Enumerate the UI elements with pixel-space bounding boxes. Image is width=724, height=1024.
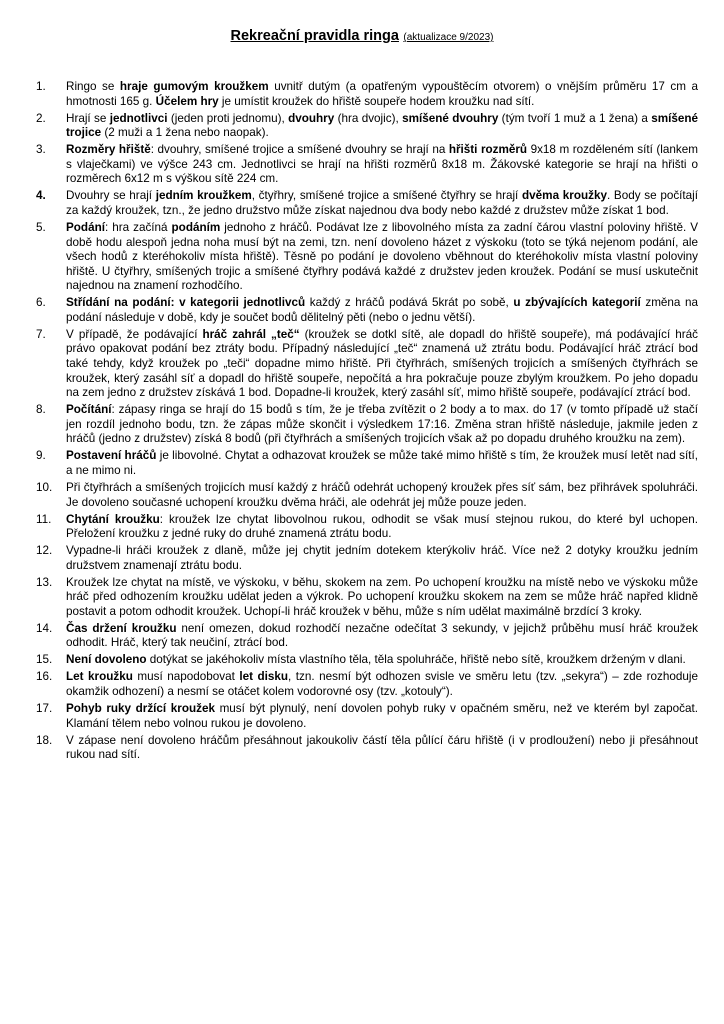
rule-text-bold: jednotlivci xyxy=(109,111,168,125)
rule-text-bold: Není dovoleno xyxy=(66,653,147,667)
rule-item xyxy=(36,112,698,141)
rule-text-bold: Rozměry hřiště xyxy=(66,143,151,157)
rule-text-segment: je libovolné. Chytat a odhazovat kroužek se může také mimo hřiště s tím, že kroužek musí letět nad sítí, a ne mimo ni. xyxy=(66,449,698,477)
rule-number: 8. xyxy=(36,403,46,417)
rule-text-bold: dvouhry xyxy=(288,111,335,125)
rule-text xyxy=(66,80,698,109)
rule-text-bold: Střídání na podání: v kategorii jednotlivců xyxy=(66,296,306,310)
rule-item xyxy=(36,189,698,218)
rule-text-bold: smíšené trojice xyxy=(66,111,699,140)
rule-item xyxy=(36,221,698,294)
rule-item xyxy=(36,143,698,187)
rule-text-bold: hřišti rozměrů xyxy=(448,143,528,157)
rule-text-segment: , čtyřhry, smíšené trojice a smíšené čtyřhry se hrají xyxy=(251,189,523,203)
rule-text-segment: . Body se počítají za každý kroužek, tzn., že jedno družstvo může získat najednou dva body nebo každé z družstev může získat 1 bod. xyxy=(66,189,699,217)
rule-text-segment: Hrají se xyxy=(66,111,110,125)
rule-number: 11. xyxy=(36,512,52,526)
rule-item xyxy=(36,80,698,109)
rule-number: 12. xyxy=(36,544,53,558)
rule-number: 9. xyxy=(36,449,46,463)
rule-item xyxy=(36,296,698,325)
rule-text-bold: u zbývajících kategorií xyxy=(513,296,641,310)
rule-item xyxy=(36,513,698,542)
rule-number: 1. xyxy=(36,80,46,93)
rule-text-segment: (tým tvoří 1 muž a 1 žena) a xyxy=(498,111,652,125)
rule-text-bold: jedním kroužkem xyxy=(155,189,252,203)
rule-item xyxy=(36,734,698,763)
rule-text-segment: (hra dvojic), xyxy=(334,111,403,125)
rule-number: 13. xyxy=(36,575,53,589)
rule-item xyxy=(36,653,698,668)
title-block xyxy=(0,27,724,45)
rule-text-bold: hráč zahrál „teč“ xyxy=(202,327,300,341)
rule-text-segment: musí napodobovat xyxy=(132,670,240,684)
rule-text-segment: jednoho z hráčů. Podávat lze z libovolného místa za zadní čárou vlastní poloviny hřiště. V době hodu alespoň jedna noha musí být na zemi, tzn. není dovoleno házet z výskoku (toto se týká nejenom podání, ale všech hodů z kteréhokoliv místa hřiště). Těsně po podání je dovoleno vběhnout do kteréhokoliv místa vlastní poloviny hřiště. U čtyřhry, smíšených trojic a smíšené čtyřhry podává každé z družstev jeden kroužek. Podání se musí uskutečnit najednou na znamení rozhodčího. xyxy=(66,220,698,293)
rule-text-segment: každý z hráčů podává 5krát po sobě, xyxy=(305,296,514,310)
rule-number: 3. xyxy=(36,143,46,157)
rule-text-bold: Chytání kroužku xyxy=(66,512,160,526)
rule-number: 14. xyxy=(36,621,53,635)
rule-text-bold: Pohyb ruky držící kroužek xyxy=(66,702,215,715)
rule-text-bold: Čas držení kroužku xyxy=(66,621,177,635)
rule-text-segment: Při čtyřhrách a smíšených trojicích musí každý z hráčů odehrát uchopený kroužek přes síť sám, bez přihrávek spoluhráči. Je dovoleno současné uchopení kroužku dvěma hráči, ale odehrát jej může pouze jeden. xyxy=(66,480,698,509)
rule-text-bold: hraje gumovým kroužkem xyxy=(119,80,269,93)
rule-text-segment: změna na podání následuje v době, kdy je součet bodů dělitelný pěti (nebo o jednu větší). xyxy=(66,296,699,324)
rule-text-bold: Účelem hry xyxy=(155,94,219,108)
rule-text-segment: Ringo se xyxy=(66,80,120,93)
rule-text xyxy=(66,143,698,187)
rule-text xyxy=(66,653,698,668)
rule-text-segment: Kroužek lze chytat na místě, ve výskoku, v běhu, skokem na zem. Po uchopení kroužku na místě nebo ve výskoku může hráč před odhozením kroužku udělat jeden a výkrok. Po uchopení kroužku skokem na zem se může hráč napřed klidně postavit a potom odhodit kroužek. Uchopí-li hráč kroužek v běhu, může s ním udělat maximálně brzdící 3 kroky. xyxy=(66,575,698,618)
rule-text xyxy=(66,221,698,294)
rule-text-segment: (jeden proti jednomu), xyxy=(167,111,289,125)
rule-item xyxy=(36,328,698,401)
rule-item xyxy=(36,670,698,699)
rule-text-segment: není omezen, dokud rozhodčí nezačne odečítat 3 sekundy, v jejichž průběhu musí hráč kroužek odhodit. Hráč, který tak neučiní, ztrácí bod. xyxy=(66,621,698,650)
rule-text-segment: Vypadne-li hráči kroužek z dlaně, může jej chytit jedním dotekem kterýkoliv hráč. Více než 2 dotyky kroužku jedním družstvem znamenají ztrátu bodu. xyxy=(66,544,698,572)
rule-text-segment: V případě, že podávající xyxy=(66,327,203,341)
rule-text xyxy=(66,702,698,731)
rule-text-bold: Podání xyxy=(66,220,105,234)
rule-text xyxy=(66,189,698,218)
rule-text xyxy=(66,513,698,542)
rule-text-segment: (kroužek se dotkl sítě, ale dopadl do hřiště soupeře), má podávající hráč právo opakovat podání bez ztráty bodu. Případný následující „teč“ znamená už ztrátu bodu. Podávající hráč ztrácí bod také tehdy, když kroužek po „teči“ dopadne mimo hřiště. Při čtyřhrách, smíšených trojicích a smíšených čtyřhrách se kroužek, který zasáhl síť a dopadl do hřiště soupeře, nepočítá a hra pokračuje pouze zbylým kroužkem. Po jeho dopadu na zem jedno z družstev získává 1 bod. Dopadne-li kroužek, který zasáhl síť, mimo hřiště soupeře, podávající ztrácí bod. xyxy=(66,327,698,400)
rule-text xyxy=(66,544,698,573)
rule-text xyxy=(66,296,698,325)
rule-text-segment: Dvouhry se hrají xyxy=(66,189,156,203)
rules-list xyxy=(36,80,698,765)
update-note: (aktualizace 9/2023) xyxy=(403,32,494,43)
rule-text-segment: : hra začíná xyxy=(104,220,172,234)
rule-text xyxy=(66,670,698,699)
page-title: Rekreační pravidla ringa xyxy=(230,28,399,44)
rule-item xyxy=(36,622,698,651)
rule-text-bold: let disku xyxy=(239,670,289,684)
rule-text xyxy=(66,449,698,478)
rule-text-segment: uvnitř dutým (a opatřeným vypouštěcím otvorem) o vnějším průměru 17 cm a hmotnosti 165 g. xyxy=(66,80,698,108)
rule-text-bold: Počítání xyxy=(66,403,112,417)
rule-item xyxy=(36,544,698,573)
rule-text-segment: (2 muži a 1 žena nebo naopak). xyxy=(101,126,269,140)
rule-text xyxy=(66,734,698,763)
rule-item xyxy=(36,576,698,620)
rule-text xyxy=(66,328,698,401)
rule-text xyxy=(66,403,698,447)
rule-item xyxy=(36,702,698,731)
rule-item xyxy=(36,403,698,447)
rule-text-bold: podáním xyxy=(171,220,221,234)
rule-text-segment: : kroužek lze chytat libovolnou rukou, odhodit se však musí stejnou rukou, do které byl uchopen. Přeložení kroužku z jedné ruky do druhé znamená ztrátu bodu. xyxy=(66,512,698,541)
rule-text xyxy=(66,112,698,141)
rule-text-segment: , tzn. nesmí být odhozen svisle ve směru letu (tzv. „sekyra“) – zde rozhoduje okamžik odhození) a nesmí se otáčet kolem vodorovné osy (tzv. „kotouly“). xyxy=(66,670,698,699)
rule-text-bold: smíšené dvouhry xyxy=(402,111,499,125)
rule-text-segment: 9x18 m rozděleném sítí (lankem s vlaječkami) ve výšce 243 cm. Jednotlivci se hrají na hřišti rozměrů 8x18 m. Žákovské kategorie se hrají na hřišti o rozměrech 6x12 m s výškou sítě 224 cm. xyxy=(66,143,698,186)
rule-text-bold: dvěma kroužky xyxy=(522,189,607,203)
rule-number: 17. xyxy=(36,702,53,715)
rule-number: 5. xyxy=(36,220,46,234)
rule-text-segment: musí být plynulý, není dovolen pohyb ruky v opačném směru, než ve kterém byl započat. Klamání tělem nebo volnou rukou je dovoleno. xyxy=(66,702,698,730)
rule-number: 2. xyxy=(36,111,46,125)
rule-number: 6. xyxy=(36,296,46,310)
rule-text xyxy=(66,622,698,651)
rule-text-segment: je umístit kroužek do hřiště soupeře hodem kroužku nad sítí. xyxy=(218,94,535,108)
rule-number: 18. xyxy=(36,733,53,747)
rule-item xyxy=(36,481,698,510)
rule-number: 15. xyxy=(36,653,53,667)
rule-text-bold: Let kroužku xyxy=(66,670,133,684)
rule-text-segment: V zápase není dovoleno hráčům přesáhnout jakoukoliv částí těla půlící čáru hřiště (i v prodloužení) nebo ji přesáhnout rukou nad sítí. xyxy=(66,733,698,762)
rule-text xyxy=(66,576,698,620)
rule-number: 7. xyxy=(36,327,46,341)
rule-text-bold: Postavení hráčů xyxy=(66,449,157,463)
rule-item xyxy=(36,449,698,478)
rule-number: 10. xyxy=(36,480,53,494)
rule-text-segment: : dvouhry, smíšené trojice a smíšené dvouhry se hrají na xyxy=(150,143,449,157)
rule-number: 4. xyxy=(36,189,46,203)
rule-text-segment: : zápasy ringa se hrají do 15 bodů s tím, že je třeba zvítězit o 2 body a to max. do 17 (v tomto případě už stačí jen rozdíl jednoho bodu, tzn. že zápas může skončit i výsledkem 17:16. Změna stran hřiště následuje, jakmile jeden z hráčů (jedno z družstev) získá 8 bodů (při čtyřhrách a smíšených trojicích však až po dopadu druhého kroužku na zem). xyxy=(66,403,698,446)
rule-number: 16. xyxy=(36,670,53,684)
rule-text xyxy=(66,481,698,510)
rule-text-segment: dotýkat se jakéhokoliv místa vlastního těla, těla spoluhráče, hřiště nebo sítě, kroužkem drženým v dlani. xyxy=(146,653,686,667)
